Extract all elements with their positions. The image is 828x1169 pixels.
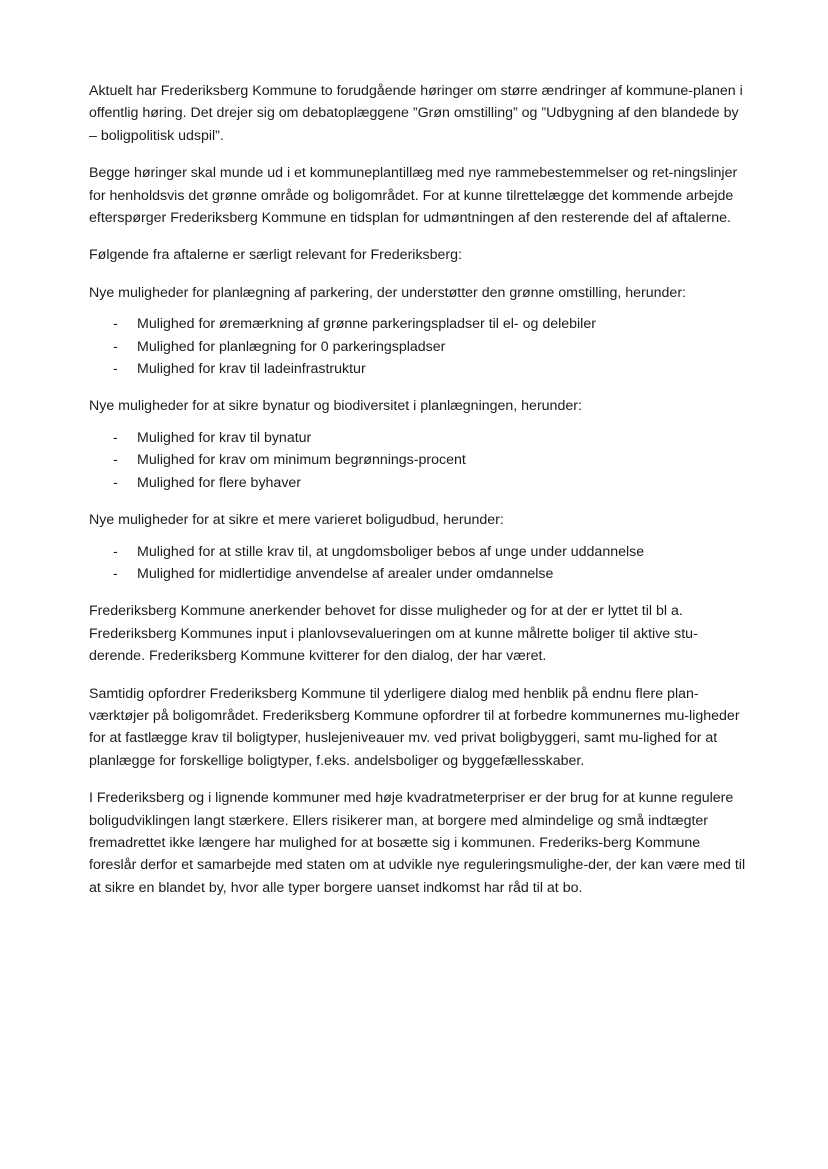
paragraph-acknowledgement: Frederiksberg Kommune anerkender behovet for disse muligheder og for at der er lyttet til bl a. Frederiksberg Kommunes input i planlovsevalueringen om at kunne målrette boliger til aktive stu-derende. Frederiksberg Kommune kvitterer for den dialog, der har været. <box>89 603 698 665</box>
list-item: - Mulighed for midlertidige anvendelse af arealer under omdannelse <box>89 563 749 585</box>
list-item: - Mulighed for krav til bynatur <box>89 427 749 449</box>
paragraph-relevant-intro: Følgende fra aftalerne er særligt relevant for Frederiksberg: <box>89 247 462 264</box>
parking-intro: Nye muligheder for planlægning af parkering, der understøtter den grønne omstilling, herunder: <box>89 284 686 301</box>
nature-list <box>89 427 749 494</box>
list-dash: - <box>113 338 118 355</box>
list-dash: - <box>113 316 118 333</box>
paragraph-hearings: Aktuelt har Frederiksberg Kommune to forudgående høringer om større ændringer af kommune-planen i offentlig høring. Det drejer sig om debatoplæggene ”Grøn omstilling” og ”Udbygning af den blandede by – boligpolitisk udspil”. <box>89 83 743 144</box>
parking-list <box>89 313 749 380</box>
list-dash: - <box>113 474 118 491</box>
list-item: - Mulighed for krav til ladeinfrastruktur <box>89 358 749 380</box>
list-dash: - <box>113 429 118 446</box>
list-item: - Mulighed for øremærkning af grønne parkeringspladser til el- og delebiler <box>89 313 749 335</box>
housing-list <box>89 541 749 586</box>
paragraph-regulation-proposal: I Frederiksberg og i lignende kommuner med høje kvadratmeterpriser er der brug for at kunne regulere boligudviklingen langt stærkere. Ellers risikerer man, at borgere med almindelige og små indtægter fremadrettet ikke længere har mulighed for at bosætte sig i kommunen. Frederiks-berg Kommune foreslår derfor et samarbejde med staten om at udvikle nye reguleringsmulighe-der, der kan være med til at sikre en blandet by, hvor alle typer borgere uanset indkomst har råd til at bo. <box>89 790 746 896</box>
housing-intro: Nye muligheder for at sikre et mere varieret boligudbud, herunder: <box>89 512 504 529</box>
list-item: - Mulighed for planlægning for 0 parkeringspladser <box>89 336 749 358</box>
document-body <box>89 80 749 914</box>
list-dash: - <box>113 565 118 582</box>
list-dash: - <box>113 543 118 560</box>
paragraph-further-dialog: Samtidig opfordrer Frederiksberg Kommune til yderligere dialog med henblik på endnu flere plan-værktøjer på boligområdet. Frederiksberg Kommune opfordrer til at forbedre kommunernes mu-ligheder for at fastlægge krav til boligtyper, huslejeniveauer mv. ved privat boligbyggeri, samt mu-lighed for at planlægge for forskellige boligtyper, f.eks. andelsboliger og byggefællesskaber. <box>89 685 740 769</box>
list-item: - Mulighed for krav om minimum begrønnings-procent <box>89 449 749 471</box>
nature-intro: Nye muligheder for at sikre bynatur og biodiversitet i planlægningen, herunder: <box>89 398 582 415</box>
list-item: - Mulighed for flere byhaver <box>89 472 749 494</box>
paragraph-plan-supplement: Begge høringer skal munde ud i et kommuneplantillæg med nye rammebestemmelser og ret-ningslinjer for henholdsvis det grønne område og boligområdet. For at kunne tilrettelægge det kommende arbejde efterspørger Frederiksberg Kommune en tidsplan for udmøntningen af den resterende del af aftalerne. <box>89 165 738 227</box>
list-dash: - <box>113 452 118 469</box>
list-dash: - <box>113 361 118 378</box>
list-item: - Mulighed for at stille krav til, at ungdomsboliger bebos af unge under uddannelse <box>89 541 749 563</box>
